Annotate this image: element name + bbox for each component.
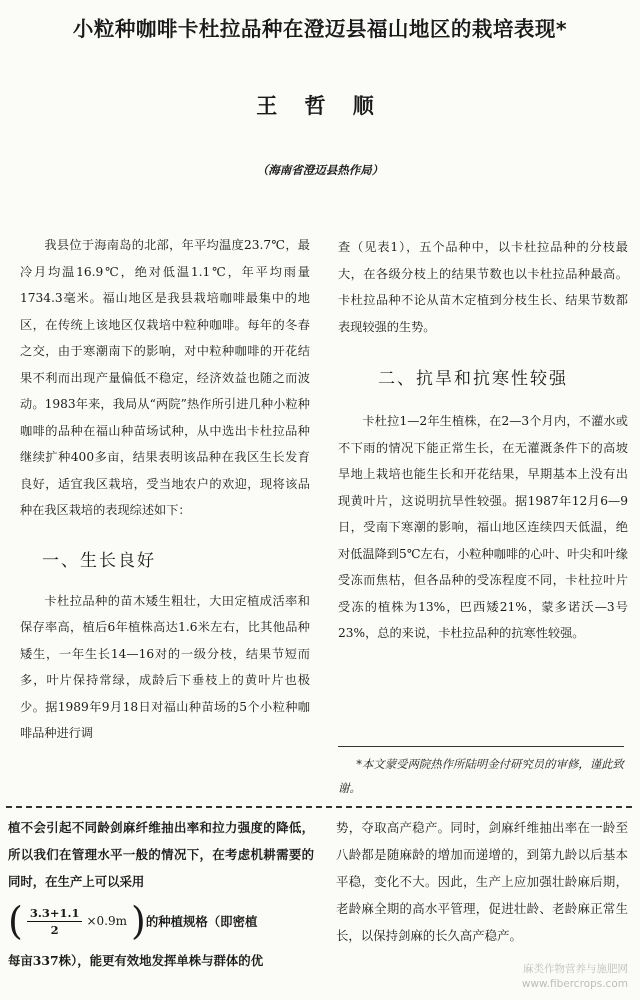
formula-denominator: 2 — [50, 922, 59, 937]
bottom-left-column — [8, 814, 314, 974]
bottom-left-text: 植不会引起不同龄剑麻纤维抽出率和拉力强度的降低，所以我们在管理水平一般的情况下，在考虑机耕需要的同时，在生产上可以采用 — [8, 820, 314, 889]
footnote-text: *本文蒙受两院热作所陆明金付研究员的审修，谨此致谢。 — [338, 757, 624, 795]
footnote — [338, 752, 626, 800]
resistance-paragraph: 卡杜拉1—2年生植株，在2—3个月内，不灌水或不下雨的情况下能正常生长，在无灌溉条件下的高坡旱地上栽培也能生长和开花结果，早期基本上没有出现黄叶片，这说明抗旱性较强。据1987年12月6—9日，受南下寒潮的影响，福山地区连续四天低温，绝对低温降到5℃左右，小粒种咖啡的心叶、叶尖和叶缘受冻而焦枯，但各品种的受冻程度不同，卡杜拉叶片受冻的植株为13%，巴西矮21%，蒙多诺沃—3号23%，总的来说，卡杜拉品种的抗寒性较强。 — [338, 414, 628, 640]
formula-numerator: 3.3+1.1 — [27, 905, 83, 922]
intro-paragraph: 我县位于海南岛的北部，年平均温度23.7℃，最冷月均温16.9℃，绝对低温1.1℃，年平均雨量1734.3毫米。福山地区是我县栽培咖啡最集中的地区，在传统上该地区仅栽培中粒种咖啡。每年的冬春之交，由于寒潮南下的影响，对中粒种咖啡的开花结果不利而出现产量偏低不稳定，经济效益也随之而波动。1983年来，我局从“两院”热作所引进几种小粒种咖啡的品种在福山种苗场试种，从中选出卡杜拉品种继续扩种400多亩，结果表明该品种在我区生长发育良好，适宜我区栽培，受当地农户的欢迎，现将该品种在我区栽培的表现综述如下： — [20, 238, 310, 517]
formula-open-paren: ( — [8, 899, 23, 943]
planting-formula — [8, 897, 314, 945]
continuation-paragraph: 查（见表1），五个品种中，以卡杜拉品种的分枝最大，在各级分枝上的结果节数也以卡杜拉品种最高。卡杜拉品种不论从苗木定植到分枝生长、结果节数都表现较强的生势。 — [338, 240, 628, 334]
formula-close-paren: ) — [131, 899, 146, 943]
author-name: 王 哲 顺 — [256, 94, 384, 118]
author-affiliation: （海南省澄迈县热作局） — [256, 163, 384, 177]
cut-divider — [6, 806, 632, 808]
growth-paragraph: 卡杜拉品种的苗木矮生粗壮，大田定植成活率和保存率高，植后6年植株高达1.6米左右，比其他品种矮生，一年生长14—16对的一级分枝，结果节短而多，叶片保持常绿，成龄后下垂枝上的黄叶片也极少。据1989年9月18日对福山种苗场的5个小粒种咖啡品种进行调 — [20, 593, 310, 740]
watermark-line-1: 麻类作物营养与施肥网 — [523, 963, 628, 975]
bottom-left-last-line: 每亩337株），能更有效地发挥单株与群体的优 — [8, 953, 264, 968]
bottom-right-text: 势，夺取高产稳产。同时，剑麻纤维抽出率在一龄至八龄都是随麻龄的增加而递增的，到第九龄以后基本平稳，变化不大。因此，生产上应加强壮龄麻后期，老龄麻全期的高水平管理，促进壮龄、老龄麻正常生长，以保持剑麻的长久高产稳产。 — [336, 820, 628, 943]
bottom-right-column — [336, 814, 628, 949]
formula-trailing-text: 的种植规格（即密植 — [145, 913, 258, 929]
section-heading-resistance: 二、抗旱和抗寒性较强 — [378, 369, 568, 389]
watermark-line-2: www.fibercrops.com — [521, 978, 628, 990]
footnote-rule — [338, 746, 624, 747]
right-column — [338, 234, 628, 647]
site-watermark — [522, 962, 628, 992]
section-heading-growth: 一、生长良好 — [42, 550, 156, 571]
article-title: 小粒种咖啡卡杜拉品种在澄迈县福山地区的栽培表现* — [72, 17, 568, 41]
formula-fraction — [27, 905, 83, 938]
formula-times: ×0.9m — [86, 913, 128, 928]
left-column — [20, 232, 310, 747]
